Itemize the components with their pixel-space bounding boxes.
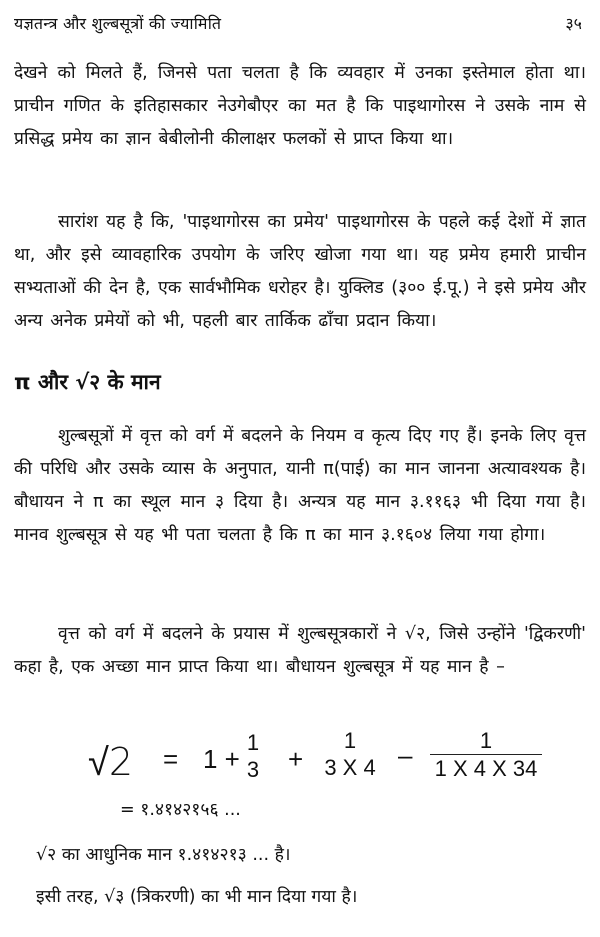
fraction-numerator: 1 xyxy=(246,730,260,755)
sqrt2-formula xyxy=(0,728,600,798)
section-heading: π और √२ के मान xyxy=(14,370,161,394)
paragraph-1: देखने को मिलते हैं, जिनसे पता चलता है कि व्यवहार में उनका इस्तेमाल होता था। प्राचीन गणित के इतिहासकार नेउगेबौएर का मत है कि पाइथागोरस ने उसके नाम से प्रसिद्ध प्रमेय का ज्ञान बेबीलोनी कीलाक्षर फलकों से प्राप्त किया था। xyxy=(14,63,586,149)
page-number: ३५ xyxy=(565,14,582,33)
formula-term-one: 1 + xyxy=(203,744,240,774)
fraction-one-third xyxy=(240,730,266,784)
modern-value-line: √२ का आधुनिक मान १.४१४२१३ ... है। xyxy=(36,845,291,865)
fraction-denominator: 1 X 4 X 34 xyxy=(434,756,538,781)
fraction-numerator: 1 xyxy=(343,728,357,753)
paragraph-3: शुल्बसूत्रों में वृत्त को वर्ग में बदलने के नियम व कृत्य दिए गए हैं। इनके लिए वृत्त की परिधि और उसके व्यास के अनुपात, यानी π(पाई) का मान जानना अत्यावश्यक है। बौधायन ने π का स्थूल मान ३ दिया है। अन्यत्र यह मान ३.११६३ भी दिया गया है। मानव शुल्बसूत्र से यह भी पता चलता है कि π का मान ३.१६०४ लिया गया होगा। xyxy=(14,426,586,545)
fraction-one-over-3x4 xyxy=(318,728,382,782)
fraction-numerator: 1 xyxy=(479,728,493,753)
formula-minus: – xyxy=(398,740,413,770)
paragraph-4: वृत्त को वर्ग में बदलने के प्रयास में शुल्बसूत्रकारों ने √२, जिसे उन्होंने 'द्विकरणी' कहा है, एक अच्छा मान प्राप्त किया था। बौधायन शुल्बसूत्र में यह मान है – xyxy=(14,624,586,677)
formula-lhs: √2 xyxy=(88,740,134,784)
formula-plus: + xyxy=(288,744,304,774)
paragraph-2: सारांश यह है कि, 'पाइथागोरस का प्रमेय' पाइथागोरस के पहले कई देशों में ज्ञात था, और इसे व्यावहारिक उपयोग के जरिए खोजा गया था। यह प्रमेय हमारी प्राचीन सभ्यताओं की देन है, एक सार्वभौमिक धरोहर है। युक्लिड (३०० ई.पू.) ने इसे प्रमेय और अन्य अनेक प्रमेयों को भी, पहली बार तार्किक ढाँचा प्रदान किया। xyxy=(14,212,586,331)
running-title: यज्ञतन्त्र और शुल्बसूत्रों की ज्यामिति xyxy=(14,14,222,33)
sqrt3-line: इसी तरह, √३ (त्रिकरणी) का भी मान दिया गया है। xyxy=(36,887,358,907)
fraction-denominator: 3 xyxy=(246,757,260,782)
fraction-denominator: 3 X 4 xyxy=(324,755,376,780)
formula-approximation: = १.४१४२१५६ ... xyxy=(120,800,241,820)
formula-equals: = xyxy=(163,744,179,774)
fraction-one-over-1x4x34 xyxy=(424,728,548,783)
